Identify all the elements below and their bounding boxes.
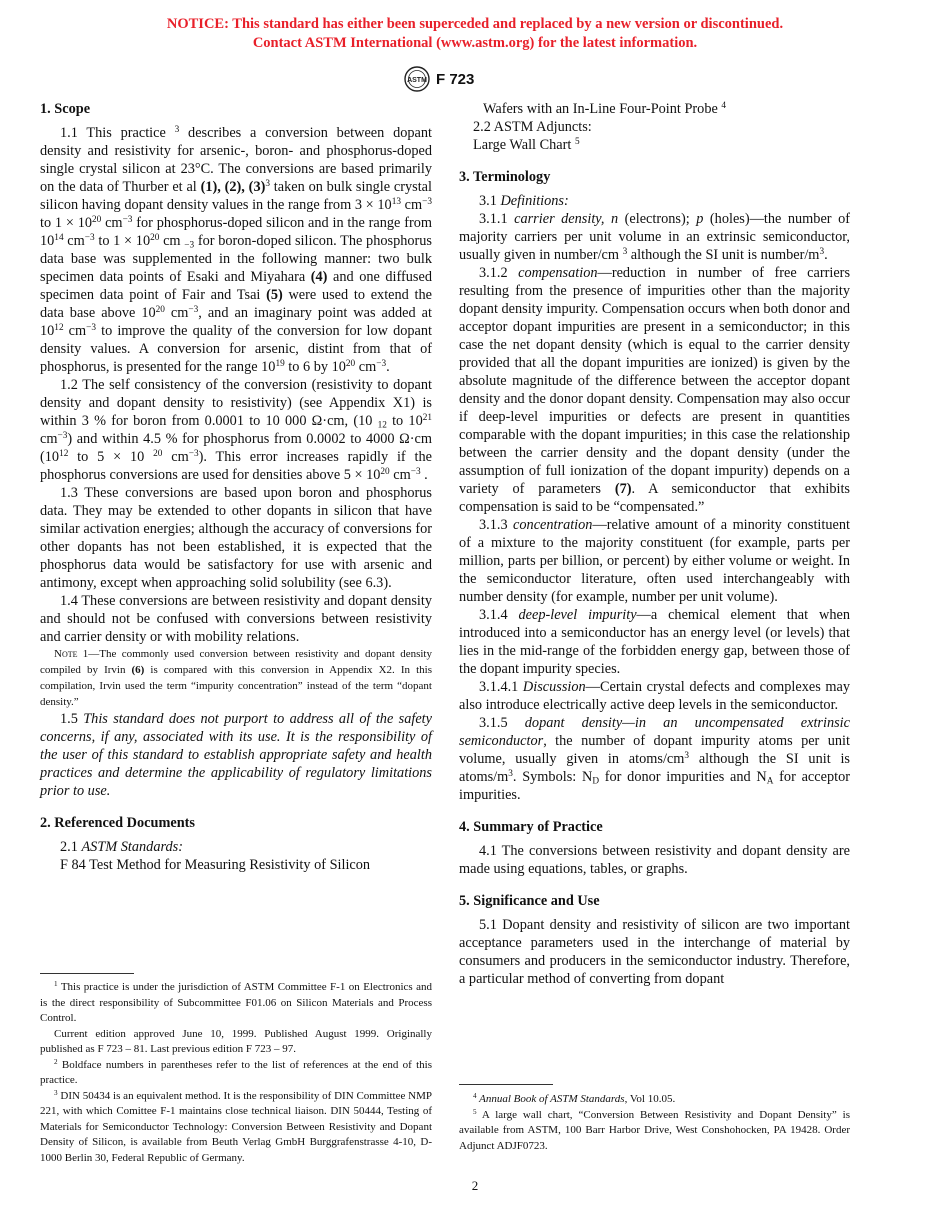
paragraph-4-1: 4.1 The conversions between resistivity and dopant density are made using equations, tables, or graphs. bbox=[459, 843, 850, 877]
significance-heading: 5. Significance and Use bbox=[459, 893, 600, 909]
designation-header bbox=[404, 66, 474, 92]
astm-logo-text: ASTM bbox=[407, 77, 427, 84]
paragraph-3-1-2: 3.1.2 compensation—reduction in number of free carriers resulting from the presence of impurities other than the majority dopant density impurity. Compensation occurs when both donor and acceptor dopant impurities are present in a semiconductor; in this case the net dopant density (which is equal to the carrier density provided that all the dopant impurities are ionized) is given by the absolute magnitude of the difference between the acceptor dopant density and the donor dopant density. Compensation may also occur if deep-level impurities or defects are present in quantities comparable with the dopant impurities; in this case the relationship between the carrier density and the dopant density (under the assumption of full ionization of the dopant impurity) depends on a variety of parameters (7). A semiconductor that exhibits compensation is said to be “compensated.” bbox=[459, 265, 851, 515]
paragraph-3-1-4: 3.1.4 deep-level impurity—a chemical element that when introduced into a semiconductor has an energy level (or levels) that lies in the mid-range of the forbidden energy gap, between those of the dopant impurity species. bbox=[459, 607, 850, 677]
footnotes-right bbox=[459, 1092, 850, 1154]
adjunct-wall-chart: Large Wall Chart $^5$ bbox=[473, 136, 580, 153]
paragraph-1-3: 1.3 These conversions are based upon boron and phosphorus data. They may be extended to other dopants in silicon that have similar activation energies; although the accuracy of conversions for other dopants has not been established, it is expected that the phosphorus data would be satisfactory for use with arsenic and antimony, except when approaching solid solubility (see 6.3). bbox=[40, 485, 432, 591]
standard-f84: F 84 Test Method for Measuring Resistivity of Silicon bbox=[60, 857, 371, 873]
footnote-rule-left bbox=[40, 973, 134, 974]
footnote-5: $^5$ A large wall chart, “Conversion Between Resistivity and Dopant Density” is available from ASTM, 100 Barr Harbor Drive, West Conshohocken, PA 19428. Order Adjunct ADJF0723. bbox=[459, 1107, 850, 1152]
page-number: 2 bbox=[471, 1178, 479, 1193]
referenced-documents-heading: 2. Referenced Documents bbox=[40, 815, 195, 831]
notice-banner bbox=[0, 15, 950, 53]
terminology-heading: 3. Terminology bbox=[459, 169, 551, 185]
paragraph-1-5: 1.5 This standard does not purport to address all of the safety concerns, if any, associated with its use. It is the responsibility of the user of this standard to establish appropriate safety and health practices and determine the applicability of regulatory limitations prior to use. bbox=[40, 711, 432, 799]
paragraph-5-1: 5.1 Dopant density and resistivity of silicon are two important acceptance parameters used in the interchange of material by consumers and producers in the semiconductor industry. Therefore, a particular method of converting from dopant bbox=[459, 917, 850, 987]
footnote-rule-right bbox=[459, 1084, 553, 1085]
note-1: Note 1—The commonly used conversion between resistivity and dopant density compiled by Irvin (6) is compared with this conversion in Appendix X2. In this compilation, Irvin used the term “impurity concentration” instead of the term “dopant density.” bbox=[40, 648, 432, 708]
notice-line-1: NOTICE: This standard has either been superceded and replaced by a new version or discontinued. bbox=[166, 16, 784, 32]
paragraph-1-4: 1.4 These conversions are between resistivity and dopant density and should not be confused with conversions between resistivity and carrier density or with mobility relations. bbox=[40, 593, 432, 645]
paragraph-1-2: 1.2 The self consistency of the conversion (resistivity to dopant density and dopant density to resistivity) (see Appendix X1) is within 3 % for boron from 0.0001 to 10 000 Ω·cm, (10 $_{12}$ to $10^{21}$ $cm^{-3}$) and within 4.5 % for phosphorus from 0.0002 to 4000 Ω·cm ($10^{12}$ to 5 × 10 $^{20}$ $cm^{-3}$). This error increases rapidly if the phosphorus conversions are used for densities above $5 \times 10^{20}$ $cm^{-3}$ . bbox=[40, 377, 432, 483]
right-column bbox=[459, 100, 850, 988]
scope-heading: 1. Scope bbox=[40, 101, 91, 117]
paragraph-3-1-1: 3.1.1 carrier density, n (electrons); p (holes)—the number of majority carriers per unit volume in an extrinsic semiconductor, usually given in number/cm $^3$ although the SI unit is number/$m^3$. bbox=[459, 211, 850, 263]
paragraph-3-1-4-1: 3.1.4.1 Discussion—Certain crystal defects and complexes may also introduce electrically active deep levels in the semiconductor. bbox=[459, 679, 850, 713]
footnote-1-edition: Current edition approved June 10, 1999. Published August 1999. Originally published as F 723 – 81. Last previous edition F 723 – 97. bbox=[40, 1027, 432, 1055]
paragraph-3-1-5: 3.1.5 dopant density—in an uncompensated extrinsic semiconductor, the number of dopant impurity atoms per unit volume, usually given in atoms/$cm^3$ although the SI unit is atoms/$m^3$. Symbols: $N_D$ for donor impurities and $N_A$ for acceptor impurities. bbox=[459, 715, 850, 803]
footnote-2: $^2$ Boldface numbers in parentheses refer to the list of references at the end of this practice. bbox=[40, 1057, 432, 1086]
paragraph-2-1: 2.1 ASTM Standards: bbox=[60, 839, 183, 855]
designation-number: F 723 bbox=[436, 70, 475, 88]
paragraph-3-1: 3.1 Definitions: bbox=[479, 193, 569, 209]
footnote-4: $^4$ Annual Book of ASTM Standards, Vol 10.05. bbox=[473, 1092, 676, 1105]
notice-line-2: Contact ASTM International (www.astm.org) for the latest information. bbox=[252, 35, 698, 51]
summary-heading: 4. Summary of Practice bbox=[459, 819, 603, 835]
paragraph-1-1: 1.1 This practice $^3$ describes a conversion between dopant density and resistivity for arsenic-, boron- and phosphorus-doped single crystal silicon at 23°C. The conversions are based primarily on the data of Thurber et al (1), (2), $(3)^3$ taken on bulk single crystal silicon having dopant density values in the range from $3 \times 10^{13}$ $cm^{-3}$ to $1 \times 10^{20}$ $cm^{-3}$ for phosphorus-doped silicon and in the range from $10^{14}$ $cm^{-3}$ to $1 \times 10^{20}$ cm $_{-3}$ for boron-doped silicon. The phosphorus data base was supplemented in the following manner: two bulk specimen data points of Esaki and Miyahara (4) and one diffused specimen data point of Fair and Tsai (5) were used to extend the data base above $10^{20}$ $cm^{-3}$, and an imaginary point was added at $10^{12}$ $cm^{-3}$ to improve the quality of the conversion for low dopant density values. A conversion for arsenic, distint from that of phosphorus, is presented for the range $10^{19}$ to 6 by $10^{20}$ $cm^{-3}$. bbox=[40, 124, 432, 375]
standard-f84-continued: Wafers with an In-Line Four-Point Probe $^4$ bbox=[483, 100, 727, 117]
left-column bbox=[40, 100, 432, 874]
paragraph-2-2: 2.2 ASTM Adjuncts: bbox=[473, 119, 592, 135]
footnote-3: $^3$ DIN 50434 is an equivalent method. It is the responsibility of DIN Committee NMP 221, with which Comittee F-1 maintains close technical liaison. DIN 50444, Testing of Materials for Semiconductor Technology: Conversion Between Resistivity and Dopant Density of Silicon, is available from Beuth Verlag GmbH Burggrafenstrasse 4-10, D-1000 Berlin 30, Federal Republic of Germany. bbox=[40, 1088, 432, 1164]
paragraph-3-1-3: 3.1.3 concentration—relative amount of a minority constituent of a mixture to the majority constituent (for example, parts per million, parts per billion, or percent) by either volume or weight. In the semiconductor literature, often used interchangeably with number density (for example, number per unit volume). bbox=[459, 517, 850, 605]
astm-logo-icon bbox=[404, 66, 430, 92]
footnote-1: $^1$ This practice is under the jurisdiction of ASTM Committee F-1 on Electronics and is the direct responsibility of Subcommittee F01.06 on Silicon Materials and Process Control. bbox=[40, 980, 432, 1024]
footnotes-left bbox=[40, 980, 432, 1166]
